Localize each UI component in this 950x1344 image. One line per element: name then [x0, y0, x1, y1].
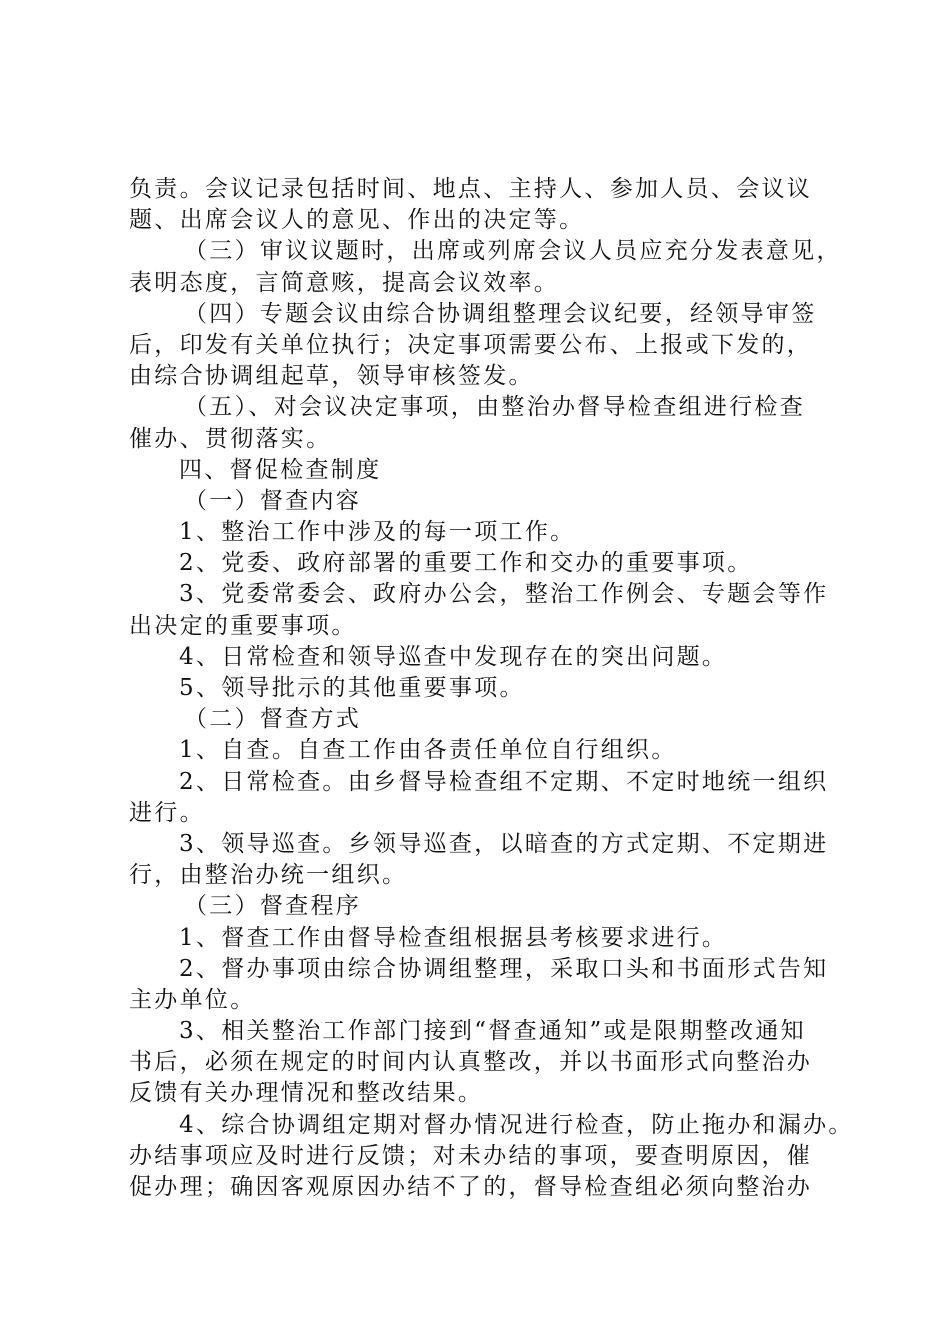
- text-line: 3、领导巡查。乡领导巡查，以暗查的方式定期、不定期进: [179, 830, 829, 857]
- text-line: 1、自查。自查工作由各责任单位自行组织。: [179, 737, 677, 764]
- paragraph: [129, 923, 834, 954]
- text-line: 出决定的重要事项。: [129, 612, 357, 639]
- document-body: [129, 174, 854, 1203]
- text-line: 4、日常检查和领导巡查中发现存在的突出问题。: [179, 643, 728, 670]
- paragraph: [129, 486, 834, 517]
- text-line: 办结事项应及时进行反馈；对未办结的事项，要查明原因，催: [129, 1142, 813, 1169]
- text-line: 2、督办事项由综合协调组整理，采取口头和书面形式告知: [179, 955, 829, 982]
- text-line: 2、日常检查。由乡督导检查组不定期、不定时地统一组织: [179, 768, 829, 795]
- text-line: 书后，必须在规定的时间内认真整改，并以书面形式向整治办: [129, 1049, 813, 1076]
- text-line: （三）审议议题时，出席或列席会议人员应充分发表意见，: [184, 238, 842, 265]
- text-line: （二）督查方式: [184, 706, 362, 733]
- paragraph: [129, 174, 834, 236]
- text-line: 3、相关整治工作部门接到“督查通知”或是限期整改通知: [179, 1018, 806, 1045]
- text-line: 1、整治工作中涉及的每一项工作。: [179, 519, 576, 546]
- text-line: 题、出席会议人的意见、作出的决定等。: [129, 207, 585, 234]
- text-line: （五）、对会议决定事项，由整治办督导检查组进行检查: [184, 394, 805, 421]
- text-line: 促办理；确因客观原因办结不了的，督导检查组必须向整治办: [129, 1174, 813, 1200]
- text-line: 5、领导批示的其他重要事项。: [179, 675, 525, 701]
- paragraph: [129, 642, 834, 673]
- text-line: 1、督查工作由督导检查组根据县考核要求进行。: [179, 924, 728, 951]
- paragraph: [129, 548, 834, 579]
- text-line: 四、督促检查制度: [179, 456, 382, 483]
- text-line: 主办单位。: [129, 986, 256, 1013]
- paragraph: [129, 704, 834, 735]
- paragraph: [129, 517, 834, 548]
- text-line: 反馈有关办理情况和整改结果。: [129, 1080, 484, 1107]
- text-line: 3、党委常委会、政府办公会，整治工作例会、专题会等作: [179, 581, 829, 608]
- paragraph: [129, 1016, 834, 1110]
- text-line: 2、党委、政府部署的重要工作和交办的重要事项。: [179, 550, 753, 577]
- text-line: 进行。: [129, 799, 205, 826]
- text-line: 由综合协调组起草，领导审核签发。: [129, 363, 534, 390]
- text-line: 负责。会议记录包括时间、地点、主持人、参加人员、会议议: [129, 176, 813, 202]
- paragraph: [129, 767, 834, 829]
- text-line: 表明态度，言简意赅，提高会议效率。: [129, 269, 560, 296]
- paragraph: [129, 954, 834, 1016]
- paragraph: [129, 455, 834, 486]
- text-line: （四）专题会议由综合协调组整理会议纪要，经领导审签: [184, 300, 817, 327]
- text-line: 后，印发有关单位执行；决定事项需要公布、上报或下发的，: [129, 331, 813, 358]
- paragraph: [129, 829, 834, 891]
- text-line: （三）督查程序: [184, 893, 362, 920]
- paragraph: [129, 673, 834, 704]
- text-line: 催办、贯彻落实。: [129, 425, 332, 452]
- paragraph: [129, 236, 842, 298]
- text-line: 行，由整治办统一组织。: [129, 862, 408, 889]
- text-line: 4、综合协调组定期对督办情况进行检查，防止拖办和漏办。: [179, 1111, 854, 1138]
- paragraph: [129, 1110, 854, 1204]
- paragraph: [129, 392, 834, 454]
- paragraph: [129, 891, 834, 922]
- paragraph: [129, 735, 834, 766]
- text-line: （一）督查内容: [184, 487, 362, 514]
- paragraph: [129, 579, 834, 641]
- paragraph: [129, 299, 834, 393]
